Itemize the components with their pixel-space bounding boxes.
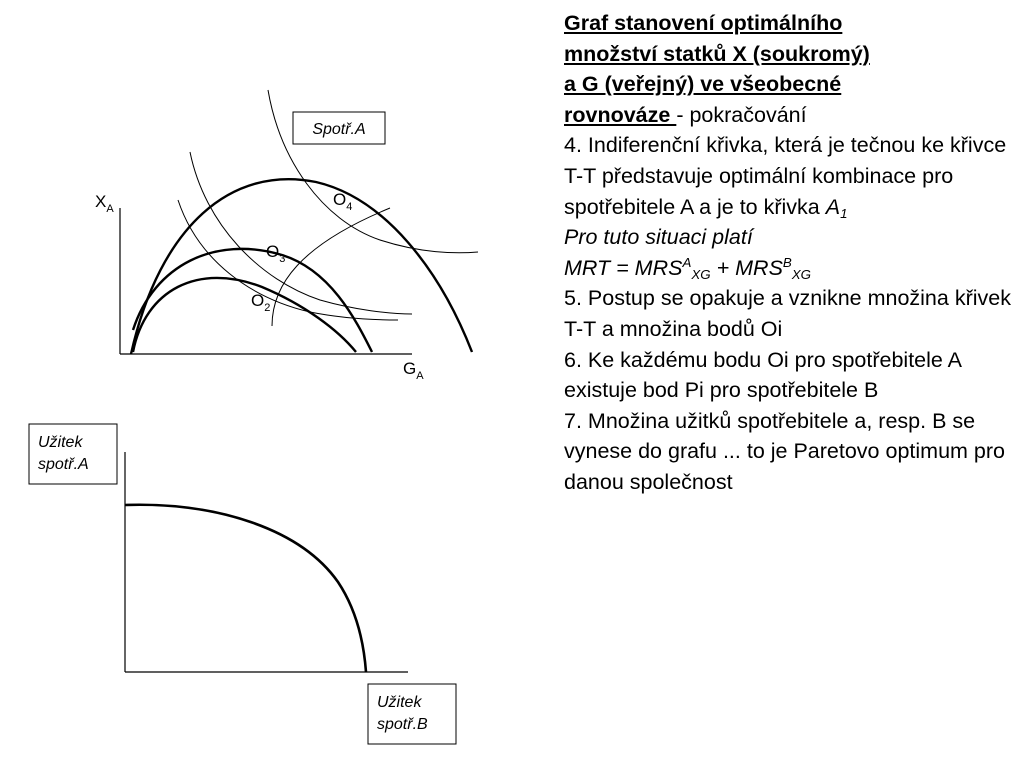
utility-frontier: [125, 505, 366, 672]
step-6: 6. Ke každému bodu Oi pro spotřebitele A existuje bod Pi pro spotřebitele B: [564, 347, 961, 403]
indifference-curve-3: [178, 200, 398, 320]
x-axis-label: $G_A$: [403, 359, 424, 382]
explanation-text: [564, 8, 1014, 498]
transformation-curve-inner: [133, 278, 356, 352]
utility-a-label: Užitek spotř.A: [38, 434, 89, 473]
consumer-a-label: Spotř.A: [312, 121, 366, 138]
step-7: 7. Množina užitků spotřebitele a, resp. B se vynese do grafu ... to je Paretovo optimum pro danou společnost: [564, 408, 1005, 494]
point-label-o3: $O_3$: [266, 242, 286, 265]
condition-text: Pro tuto situaci platí: [564, 225, 753, 250]
step-4: 4. Indiferenční křivka, která je tečnou ke křivce T-T představuje optimální kombinace pro spotřebitele A a je to křivka $A_1$: [564, 133, 1007, 221]
formula: MRT = $MRS^A_{XG} + MRS^B_{XG}$: [564, 255, 812, 282]
bottom-diagram: [29, 424, 456, 744]
point-label-o4: $O_4$: [333, 190, 353, 213]
y-axis-label: $X_A$: [95, 192, 114, 215]
utility-b-label: Užitek spotř.B: [377, 694, 428, 733]
utility-a-box: [29, 424, 117, 484]
utility-b-box: [368, 684, 456, 744]
slide-title: Graf stanovení optimálního množství statků X (soukromý) a G (veřejný) ve všeobecné rovnováze - pokračování: [564, 11, 870, 127]
contract-curve: [272, 208, 390, 326]
step-5: 5. Postup se opakuje a vznikne množina křivek T-T a množina bodů Oi: [564, 286, 1011, 341]
top-diagram: [95, 90, 478, 382]
point-label-o2: $O_2$: [251, 291, 271, 314]
transformation-curve-outer: [131, 179, 472, 354]
